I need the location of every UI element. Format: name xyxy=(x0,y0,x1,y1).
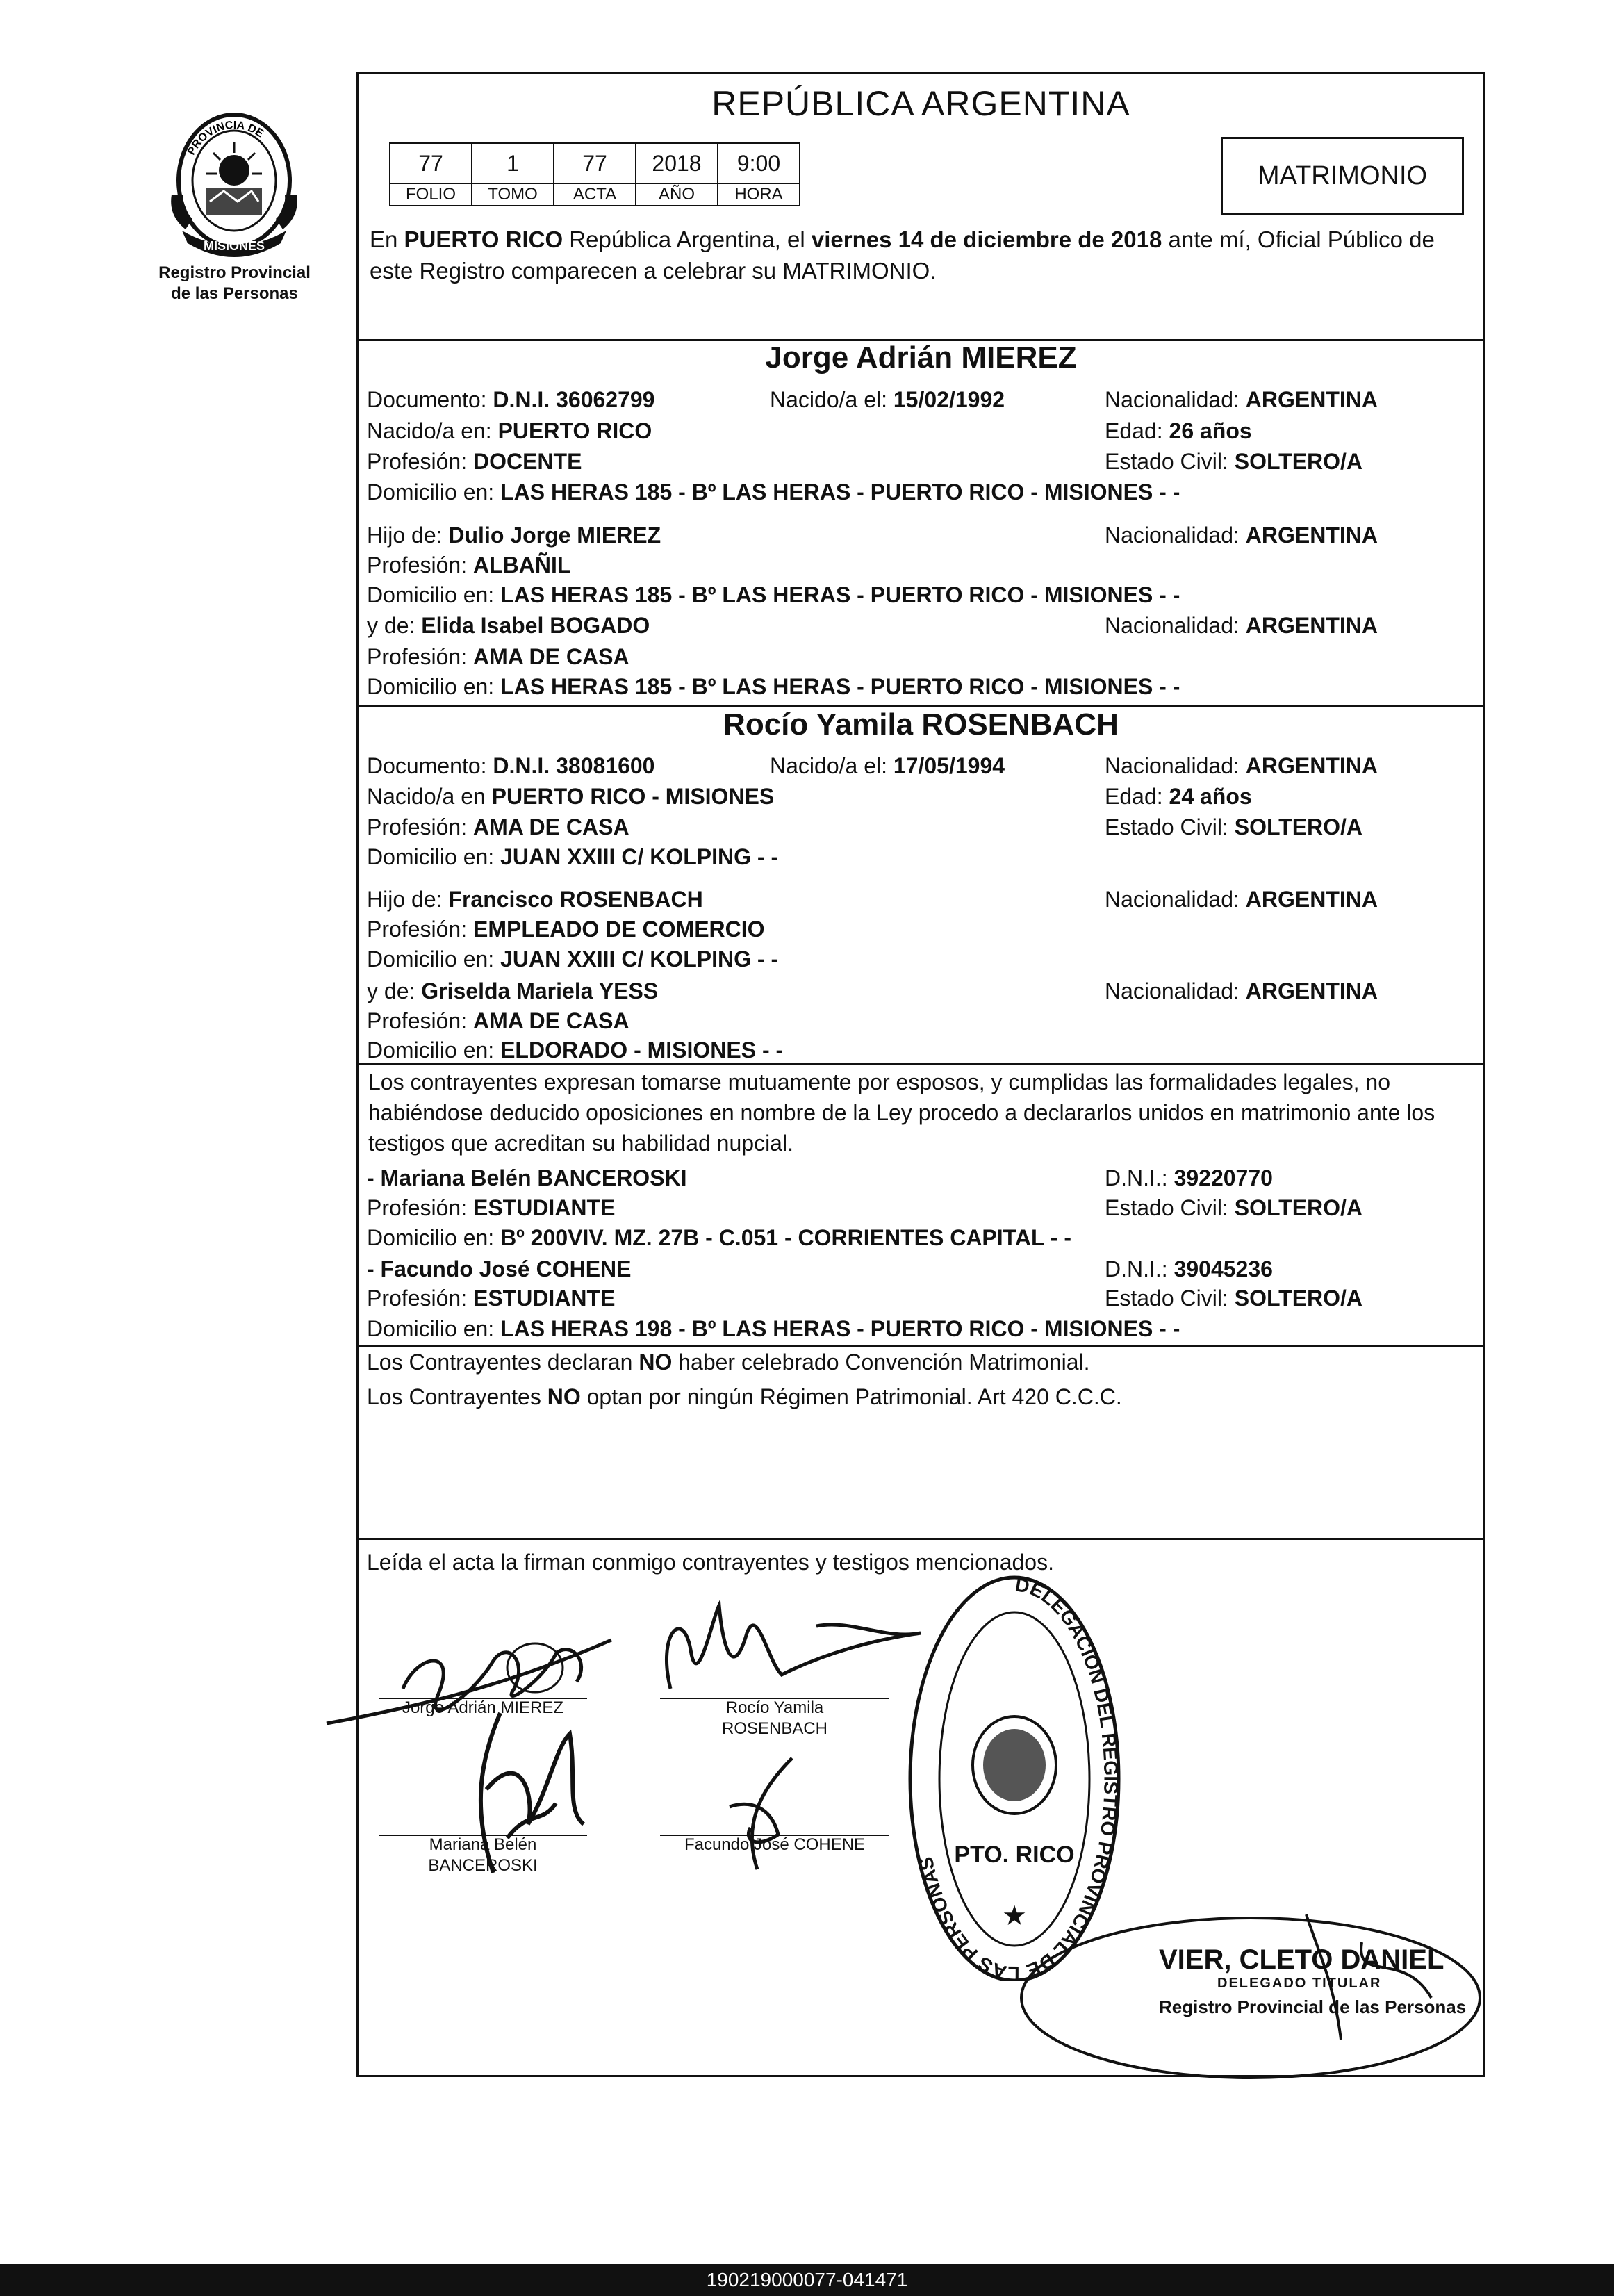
folio-value: 77 xyxy=(390,143,472,183)
witness2-name: - Facundo José COHENE xyxy=(367,1256,632,1281)
spouse2-father: Hijo de: Francisco ROSENBACH xyxy=(367,887,703,912)
tomo-value: 1 xyxy=(472,143,554,183)
spouse1-father: Hijo de: Dulio Jorge MIEREZ xyxy=(367,523,661,548)
declaration-paragraph: Los contrayentes expresan tomarse mutuamente por esposos, y cumplidas las formalidades legales, no habiéndose deducido oposiciones en nombre de la Ley procedo a declararlos unidos en matrimonio ante los testigos que acreditan su habilidad nupcial. xyxy=(368,1069,1435,1156)
witness2-domicilio: Domicilio en: LAS HERAS 198 - Bº LAS HERAS - PUERTO RICO - MISIONES - - xyxy=(367,1316,1180,1341)
spouse1-mother-nacionalidad: Nacionalidad: ARGENTINA xyxy=(1105,613,1378,638)
spouse2-mother-profesion: Profesión: AMA DE CASA xyxy=(367,1008,629,1033)
signature-label-mariana: Mariana Belén BANCEROSKI xyxy=(428,1835,538,1875)
seal-caption-line1: Registro Provincial xyxy=(158,263,311,282)
spouse2-mother-nacionalidad: Nacionalidad: ARGENTINA xyxy=(1105,978,1378,1003)
witness1-dni: D.N.I.: 39220770 xyxy=(1105,1165,1273,1190)
provincial-seal-icon xyxy=(161,104,307,264)
note-regimen: Los Contrayentes NO optan por ningún Régimen Patrimonial. Art 420 C.C.C. xyxy=(367,1384,1122,1409)
anio-label: AÑO xyxy=(636,183,718,206)
spouse1-name: Jorge Adrián MIEREZ xyxy=(765,341,1077,375)
witness1-domicilio: Domicilio en: Bº 200VIV. MZ. 27B - C.051 - CORRIENTES CAPITAL - - xyxy=(367,1225,1071,1250)
spouse1-nacido-en: Nacido/a en: PUERTO RICO xyxy=(367,418,652,443)
spouse2-mother: y de: Griselda Mariela YESS xyxy=(367,978,659,1003)
spouse2-estado-civil: Estado Civil: SOLTERO/A xyxy=(1105,814,1363,839)
spouse1-father-profesion: Profesión: ALBAÑIL xyxy=(367,552,571,577)
svg-text:PTO. RICO: PTO. RICO xyxy=(954,1842,1075,1868)
folio-label: FOLIO xyxy=(390,183,472,206)
registry-table xyxy=(389,142,800,206)
witness1-estado-civil: Estado Civil: SOLTERO/A xyxy=(1105,1195,1363,1220)
spouse1-father-nacionalidad: Nacionalidad: ARGENTINA xyxy=(1105,523,1378,548)
officer-name: VIER, CLETO DANIEL xyxy=(1159,1944,1444,1975)
seal-caption-line2: de las Personas xyxy=(171,284,298,303)
witness1-profesion: Profesión: ESTUDIANTE xyxy=(367,1195,616,1220)
intro-paragraph: En PUERTO RICO República Argentina, el viernes 14 de diciembre de 2018 ante mí, Oficial Público de este Registro comparecen a celebrar su MATRIMONIO. xyxy=(370,227,1435,284)
witness2-estado-civil: Estado Civil: SOLTERO/A xyxy=(1105,1286,1363,1311)
spouse1-documento: Documento: D.N.I. 36062799 xyxy=(367,387,655,412)
witness2-profesion: Profesión: ESTUDIANTE xyxy=(367,1286,616,1311)
intro-place: PUERTO RICO xyxy=(404,227,563,252)
tomo-label: TOMO xyxy=(472,183,554,206)
spouse2-nacido-en: Nacido/a en PUERTO RICO - MISIONES xyxy=(367,784,775,809)
anio-value: 2018 xyxy=(636,143,718,183)
witness2-dni: D.N.I.: 39045236 xyxy=(1105,1256,1273,1281)
spouse2-mother-domicilio: Domicilio en: ELDORADO - MISIONES - - xyxy=(367,1038,784,1063)
spouse1-mother: y de: Elida Isabel BOGADO xyxy=(367,613,650,638)
spouse2-documento: Documento: D.N.I. 38081600 xyxy=(367,753,655,778)
spouse1-father-domicilio: Domicilio en: LAS HERAS 185 - Bº LAS HERAS - PUERTO RICO - MISIONES - - xyxy=(367,582,1180,607)
acta-label: ACTA xyxy=(554,183,636,206)
svg-text:PROVINCIA DE: PROVINCIA DE xyxy=(186,119,266,157)
spouse1-edad: Edad: 26 años xyxy=(1105,418,1252,443)
signature-rocio xyxy=(643,1591,934,1703)
officer-registry: Registro Provincial de las Personas xyxy=(1159,1996,1467,2017)
signature-label-rocio: Rocío Yamila ROSENBACH xyxy=(721,1698,828,1738)
spouse1-mother-profesion: Profesión: AMA DE CASA xyxy=(367,644,629,669)
divider xyxy=(356,1345,1485,1347)
intro-date: viernes 14 de diciembre de 2018 xyxy=(811,227,1162,252)
witness1-name: - Mariana Belén BANCEROSKI xyxy=(367,1165,687,1190)
hora-value: 9:00 xyxy=(718,143,800,183)
spouse2-father-profesion: Profesión: EMPLEADO DE COMERCIO xyxy=(367,917,765,942)
spouse2-profesion: Profesión: AMA DE CASA xyxy=(367,814,629,839)
signature-label-facundo: Facundo José COHENE xyxy=(684,1835,866,1854)
acta-value: 77 xyxy=(554,143,636,183)
spouse2-domicilio: Domicilio en: JUAN XXIII C/ KOLPING - - xyxy=(367,844,779,869)
hora-label: HORA xyxy=(718,183,800,206)
document-type-box xyxy=(1221,137,1464,215)
spouse1-profesion: Profesión: DOCENTE xyxy=(367,449,582,474)
footer-code: 190219000077-041471 xyxy=(0,2264,1614,2296)
officer-role: DELEGADO TITULAR xyxy=(1217,1976,1382,1991)
page-title: REPÚBLICA ARGENTINA xyxy=(711,84,1130,123)
spouse1-nacionalidad: Nacionalidad: ARGENTINA xyxy=(1105,387,1378,412)
spouse2-nacionalidad: Nacionalidad: ARGENTINA xyxy=(1105,753,1378,778)
svg-text:MISIONES: MISIONES xyxy=(203,239,265,253)
spouse1-nacido-el: Nacido/a el: 15/02/1992 xyxy=(770,387,1005,412)
svg-text:★: ★ xyxy=(1002,1901,1027,1931)
spouse2-nacido-el: Nacido/a el: 17/05/1994 xyxy=(770,753,1005,778)
closing-text: Leída el acta la firman conmigo contrayentes y testigos mencionados. xyxy=(367,1550,1054,1575)
signature-label-jorge: Jorge Adrián MIEREZ xyxy=(402,1698,564,1717)
spouse1-mother-domicilio: Domicilio en: LAS HERAS 185 - Bº LAS HERAS - PUERTO RICO - MISIONES - - xyxy=(367,674,1180,699)
svg-text:DELEGACION DEL REGISTRO PROVIN: DELEGACION DEL REGISTRO PROVINCIAL DE LAS PERSONAS xyxy=(914,1573,1122,1981)
note-convencion: Los Contrayentes declaran NO haber celebrado Convención Matrimonial. xyxy=(367,1350,1090,1375)
divider xyxy=(356,1538,1485,1540)
document-type: MATRIMONIO xyxy=(1257,161,1428,190)
spouse2-edad: Edad: 24 años xyxy=(1105,784,1252,809)
spouse2-name: Rocío Yamila ROSENBACH xyxy=(723,707,1119,741)
spouse1-estado-civil: Estado Civil: SOLTERO/A xyxy=(1105,449,1363,474)
seal-caption xyxy=(139,263,330,304)
spouse1-domicilio: Domicilio en: LAS HERAS 185 - Bº LAS HERAS - PUERTO RICO - MISIONES - - xyxy=(367,479,1180,505)
spouse2-father-nacionalidad: Nacionalidad: ARGENTINA xyxy=(1105,887,1378,912)
spouse2-father-domicilio: Domicilio en: JUAN XXIII C/ KOLPING - - xyxy=(367,946,779,971)
signature-facundo xyxy=(702,1751,813,1876)
